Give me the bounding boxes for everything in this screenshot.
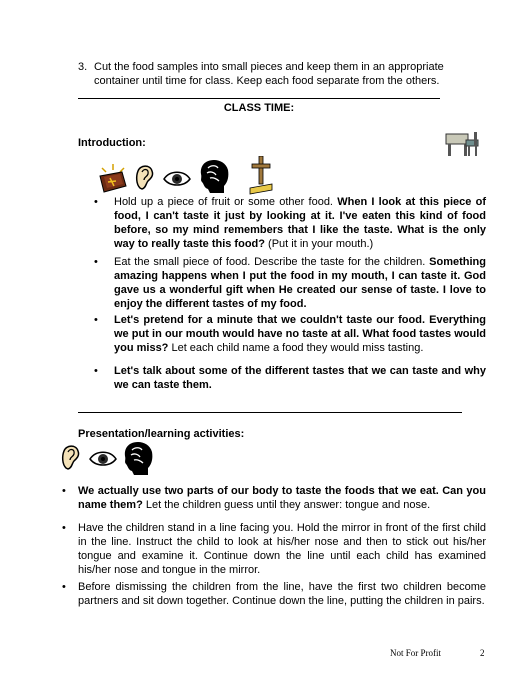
divider [78,412,462,413]
bible-icon [96,162,130,194]
desk-chair-icon [442,128,480,160]
ear-icon [60,442,82,472]
bullet-text: Eat the small piece of food. Describe the taste for the children. [114,256,430,268]
page-number: 2 [480,648,485,658]
step-text: Cut the food samples into small pieces and keep them in an appropriate container until time for class. Keep each food separate from the others. [94,61,444,87]
bullet-text: Have the children stand in a line facing you. Hold the mirror in front of the first child in the line. Instruct the child to look at his/her nose and then to stick out his/her tongue and examine it. Continue down the line until each child has examined his/her nose and tongue in the mirror. [78,522,486,576]
step-number: 3. [78,61,88,73]
presentation-heading: Presentation/learning activities: [78,428,245,440]
bullet-bold-text: Let's talk about some of the different tastes that we can taste and why we can taste them. [114,365,486,391]
ear-icon [134,162,156,192]
eye-icon [162,170,192,188]
bullet-text: Before dismissing the children from the line, have the first two children become partners and sit down together. Continue down the line, putting the children in pairs. [78,581,486,607]
cross-icon [248,156,274,196]
introduction-icons [96,156,286,196]
footer-label: Not For Profit [390,648,442,658]
bullet-bold-text: Something amazing happens when I put the food in my mouth, I can taste it. God gave us a wonderful gift when He created our sense of taste. I love to enjoy the different tastes of my food. [114,256,486,310]
bullet-glyph: • [62,522,66,534]
bullet-glyph: • [94,256,98,268]
bullet-bold-text: When I look at this piece of food, I can't taste it just by looking at it. I've eaten this kind of food before, so my mind remembers that I like the taste. What is the only way to really taste this food? [114,196,487,250]
introduction-heading: Introduction: [78,137,146,149]
head-profile-icon [122,440,154,476]
bullet-glyph: • [94,314,98,326]
presentation-icons [60,440,180,476]
divider [78,98,440,99]
bullet-bold-text: Let's pretend for a minute that we couldn't taste our food. Everything we put in our mouth would have no taste at all. What food tastes would you miss? [114,314,486,354]
bullet-text: Let each child name a food they would miss tasting. [168,342,424,354]
eye-icon [88,450,118,468]
bullet-text: (Put it in your mouth.) [264,238,374,250]
class-time-title: CLASS TIME: [223,102,295,114]
bullet-glyph: • [94,196,98,208]
bullet-text: Hold up a piece of fruit or some other food. [114,196,338,208]
bullet-text: Let the children guess until they answer: tongue and nose. [142,499,431,511]
bullet-glyph: • [62,485,66,497]
head-profile-icon [198,158,230,194]
bullet-glyph: • [94,365,98,377]
bullet-bold-text: We actually use two parts of our body to taste the foods that we eat. Can you name them? [78,485,486,511]
bullet-glyph: • [62,581,66,593]
